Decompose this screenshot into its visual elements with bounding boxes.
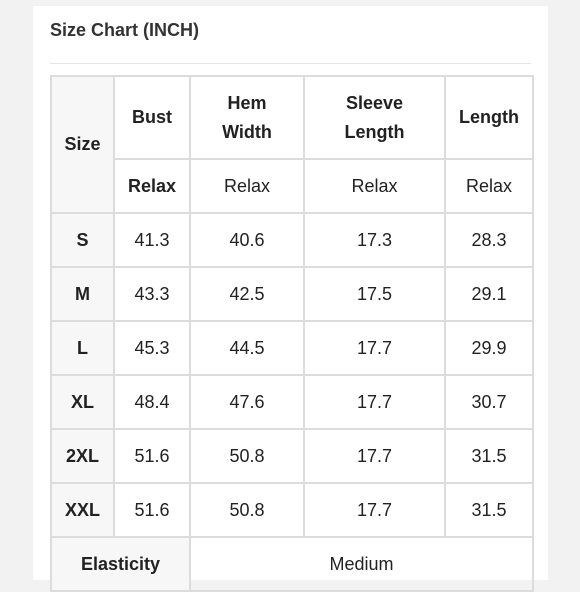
sleeve-length-cell: 17.7 [304,375,445,429]
elasticity-row [51,537,533,591]
sleeve-length-cell: 17.7 [304,321,445,375]
bust-cell: 48.4 [114,375,190,429]
bust-cell: 43.3 [114,267,190,321]
table-row [51,483,533,537]
bust-cell: 45.3 [114,321,190,375]
length-cell: 29.9 [445,321,533,375]
length-cell: 30.7 [445,375,533,429]
length-header: Length [445,76,533,159]
length-cell: 28.3 [445,213,533,267]
sleeve-length-cell: 17.7 [304,429,445,483]
table-row [51,213,533,267]
size-cell: S [51,213,114,267]
sleeve-length-cell: 17.7 [304,483,445,537]
size-cell: L [51,321,114,375]
size-header: Size [51,76,114,213]
table-subheader-row [51,159,533,213]
sleeve-length-fit-label: Relax [304,159,445,213]
bust-cell: 51.6 [114,483,190,537]
hem-width-fit-label: Relax [190,159,304,213]
hem-width-cell: 40.6 [190,213,304,267]
size-chart-card [33,6,548,580]
length-cell: 29.1 [445,267,533,321]
sleeve-length-cell: 17.5 [304,267,445,321]
elasticity-label: Elasticity [51,537,190,591]
table-header-row [51,76,533,159]
bust-header: Bust [114,76,190,159]
hem-width-header: Hem Width [190,76,304,159]
divider [50,63,531,64]
size-cell: XXL [51,483,114,537]
table-row [51,375,533,429]
hem-width-cell: 47.6 [190,375,304,429]
length-cell: 31.5 [445,483,533,537]
sleeve-length-header: Sleeve Length [304,76,445,159]
table-row [51,267,533,321]
table-row [51,429,533,483]
hem-width-cell: 44.5 [190,321,304,375]
bust-cell: 51.6 [114,429,190,483]
hem-width-cell: 42.5 [190,267,304,321]
size-table [50,75,534,592]
size-cell: M [51,267,114,321]
hem-width-cell: 50.8 [190,483,304,537]
sleeve-length-cell: 17.3 [304,213,445,267]
elasticity-value: Medium [190,537,533,591]
size-cell: XL [51,375,114,429]
page-title: Size Chart (INCH) [50,20,200,40]
length-fit-label: Relax [445,159,533,213]
bust-cell: 41.3 [114,213,190,267]
hem-width-cell: 50.8 [190,429,304,483]
length-cell: 31.5 [445,429,533,483]
table-row [51,321,533,375]
size-cell: 2XL [51,429,114,483]
bust-fit-label: Relax [114,159,190,213]
